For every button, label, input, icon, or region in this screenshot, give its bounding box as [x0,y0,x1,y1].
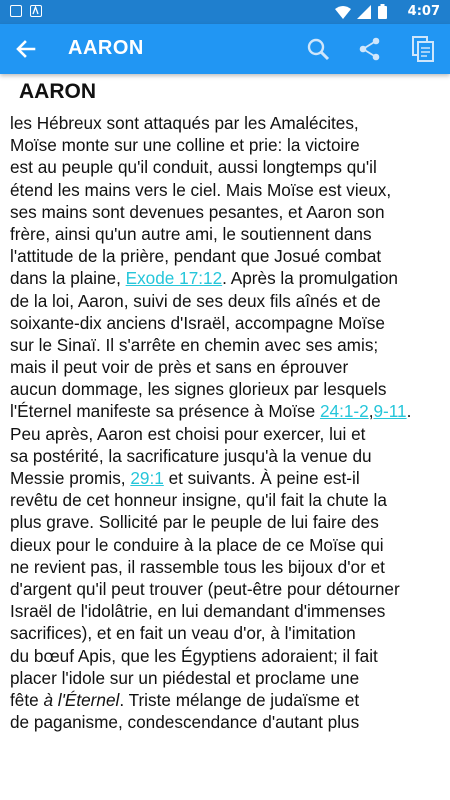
text-line [10,489,440,511]
text-line [10,267,440,289]
text-segment: soixante-dix anciens d'Israël, accompagne Moïse [10,312,385,333]
text-segment: . Après la promulgation [222,268,398,289]
text-line [10,356,440,378]
text-segment: de la loi, Aaron, suivi de ses deux fils aînés et de [10,290,381,311]
text-line [10,378,440,400]
text-segment: du bœuf Apis, que les Égyptiens adoraient; il fait [10,645,378,666]
text-line [10,112,440,134]
text-segment: sacrifices), et en fait un veau d'or, à l'imitation [10,623,356,644]
text-segment: Peu après, Aaron est choisi pour exercer, lui et [10,423,366,444]
text-segment: placer l'idole sur un piédestal et proclame une [10,667,360,688]
text-line [10,312,440,334]
status-bar [0,0,450,24]
text-line [10,689,440,711]
text-line [10,134,440,156]
scripture-link[interactable]: 29:1 [130,468,164,488]
app-bar-title: AARON [68,37,144,59]
text-segment: l'Éternel manifeste sa présence à Moïse [10,401,320,422]
text-segment: Moïse monte sur une colline et prie: la victoire [10,135,360,156]
text-segment: sur le Sinaï. Il s'arrête en chemin avec ses amis; [10,334,379,355]
text-segment: dieux pour le conduire à la place de ce Moïse qui [10,534,384,555]
wifi-icon [335,5,351,19]
text-segment: ses mains sont devenues pesantes, et Aaron son [10,201,385,222]
text-line [10,667,440,689]
text-line [10,445,440,467]
text-segment: mais il peut voir de près et sans en éprouver [10,357,349,378]
text-segment: . [406,401,412,422]
text-segment: frère, ainsi qu'un autre ami, le soutiennent dans [10,223,372,244]
text-line [10,400,440,422]
text-line [10,290,440,312]
text-segment: d'argent qu'il peut trouver (peut-être pour détourner [10,578,400,599]
text-segment: plus grave. Sollicité par le peuple de lui faire des [10,512,379,533]
text-line [10,179,440,201]
text-segment: revêtu de cet honneur insigne, qu'il fait la chute la [10,490,387,511]
text-segment: . Triste mélange de judaïsme et [119,689,360,710]
text-line [10,467,440,489]
text-segment: de paganisme, condescendance d'autant plus [10,712,360,733]
scripture-link[interactable]: Exode 17:12 [125,268,223,289]
search-icon[interactable] [303,34,333,64]
text-icon [30,5,42,17]
text-segment: les Hébreux sont attaqués par les Amalécites, [10,113,359,133]
text-segment: dans la plaine, [10,268,126,289]
text-line [10,201,440,223]
text-line [10,556,440,578]
status-time: 4:07 [407,4,440,19]
text-segment: ne revient pas, il rassemble tous les bijoux d'or et [10,556,385,577]
text-line [10,223,440,245]
arrow-left-icon[interactable] [11,34,41,64]
text-segment: est au peuple qu'il conduit, aussi longtemps qu'il [10,157,377,178]
article-body [10,113,440,736]
signal-icon [357,5,371,19]
text-segment: , [368,401,374,422]
text-segment: sa postérité, la sacrificature jusqu'à la venue du [10,445,372,466]
app-bar [0,24,450,74]
text-segment: et suivants. À peine est-il [163,468,360,488]
scripture-link[interactable]: 24:1-2 [319,401,369,422]
text-line [10,711,440,733]
copy-icon[interactable] [409,34,439,64]
text-line [10,578,440,600]
text-segment: aucun dommage, les signes glorieux par lesquels [10,379,387,400]
text-segment: Israël de l'idolâtrie, en lui demandant d'immenses [10,601,386,622]
text-segment: fête [10,689,44,710]
text-line [10,245,440,267]
text-line [10,600,440,622]
scripture-link[interactable]: 9-11 [373,401,407,422]
text-line [10,622,440,644]
share-icon[interactable] [355,34,385,64]
text-line [10,156,440,178]
italic-text: à l'Éternel [43,689,120,710]
image-icon [10,5,22,17]
text-segment: l'attitude de la prière, pendant que Josué combat [10,246,382,267]
text-line [10,534,440,556]
text-line [10,423,440,445]
text-segment: Messie promis, [10,468,131,488]
text-line [10,334,440,356]
text-line [10,645,440,667]
text-segment: étend les mains vers le ciel. Mais Moïse est vieux, [10,179,392,200]
battery-icon [378,4,387,19]
page-title: AARON [19,80,96,103]
text-line [10,511,440,533]
